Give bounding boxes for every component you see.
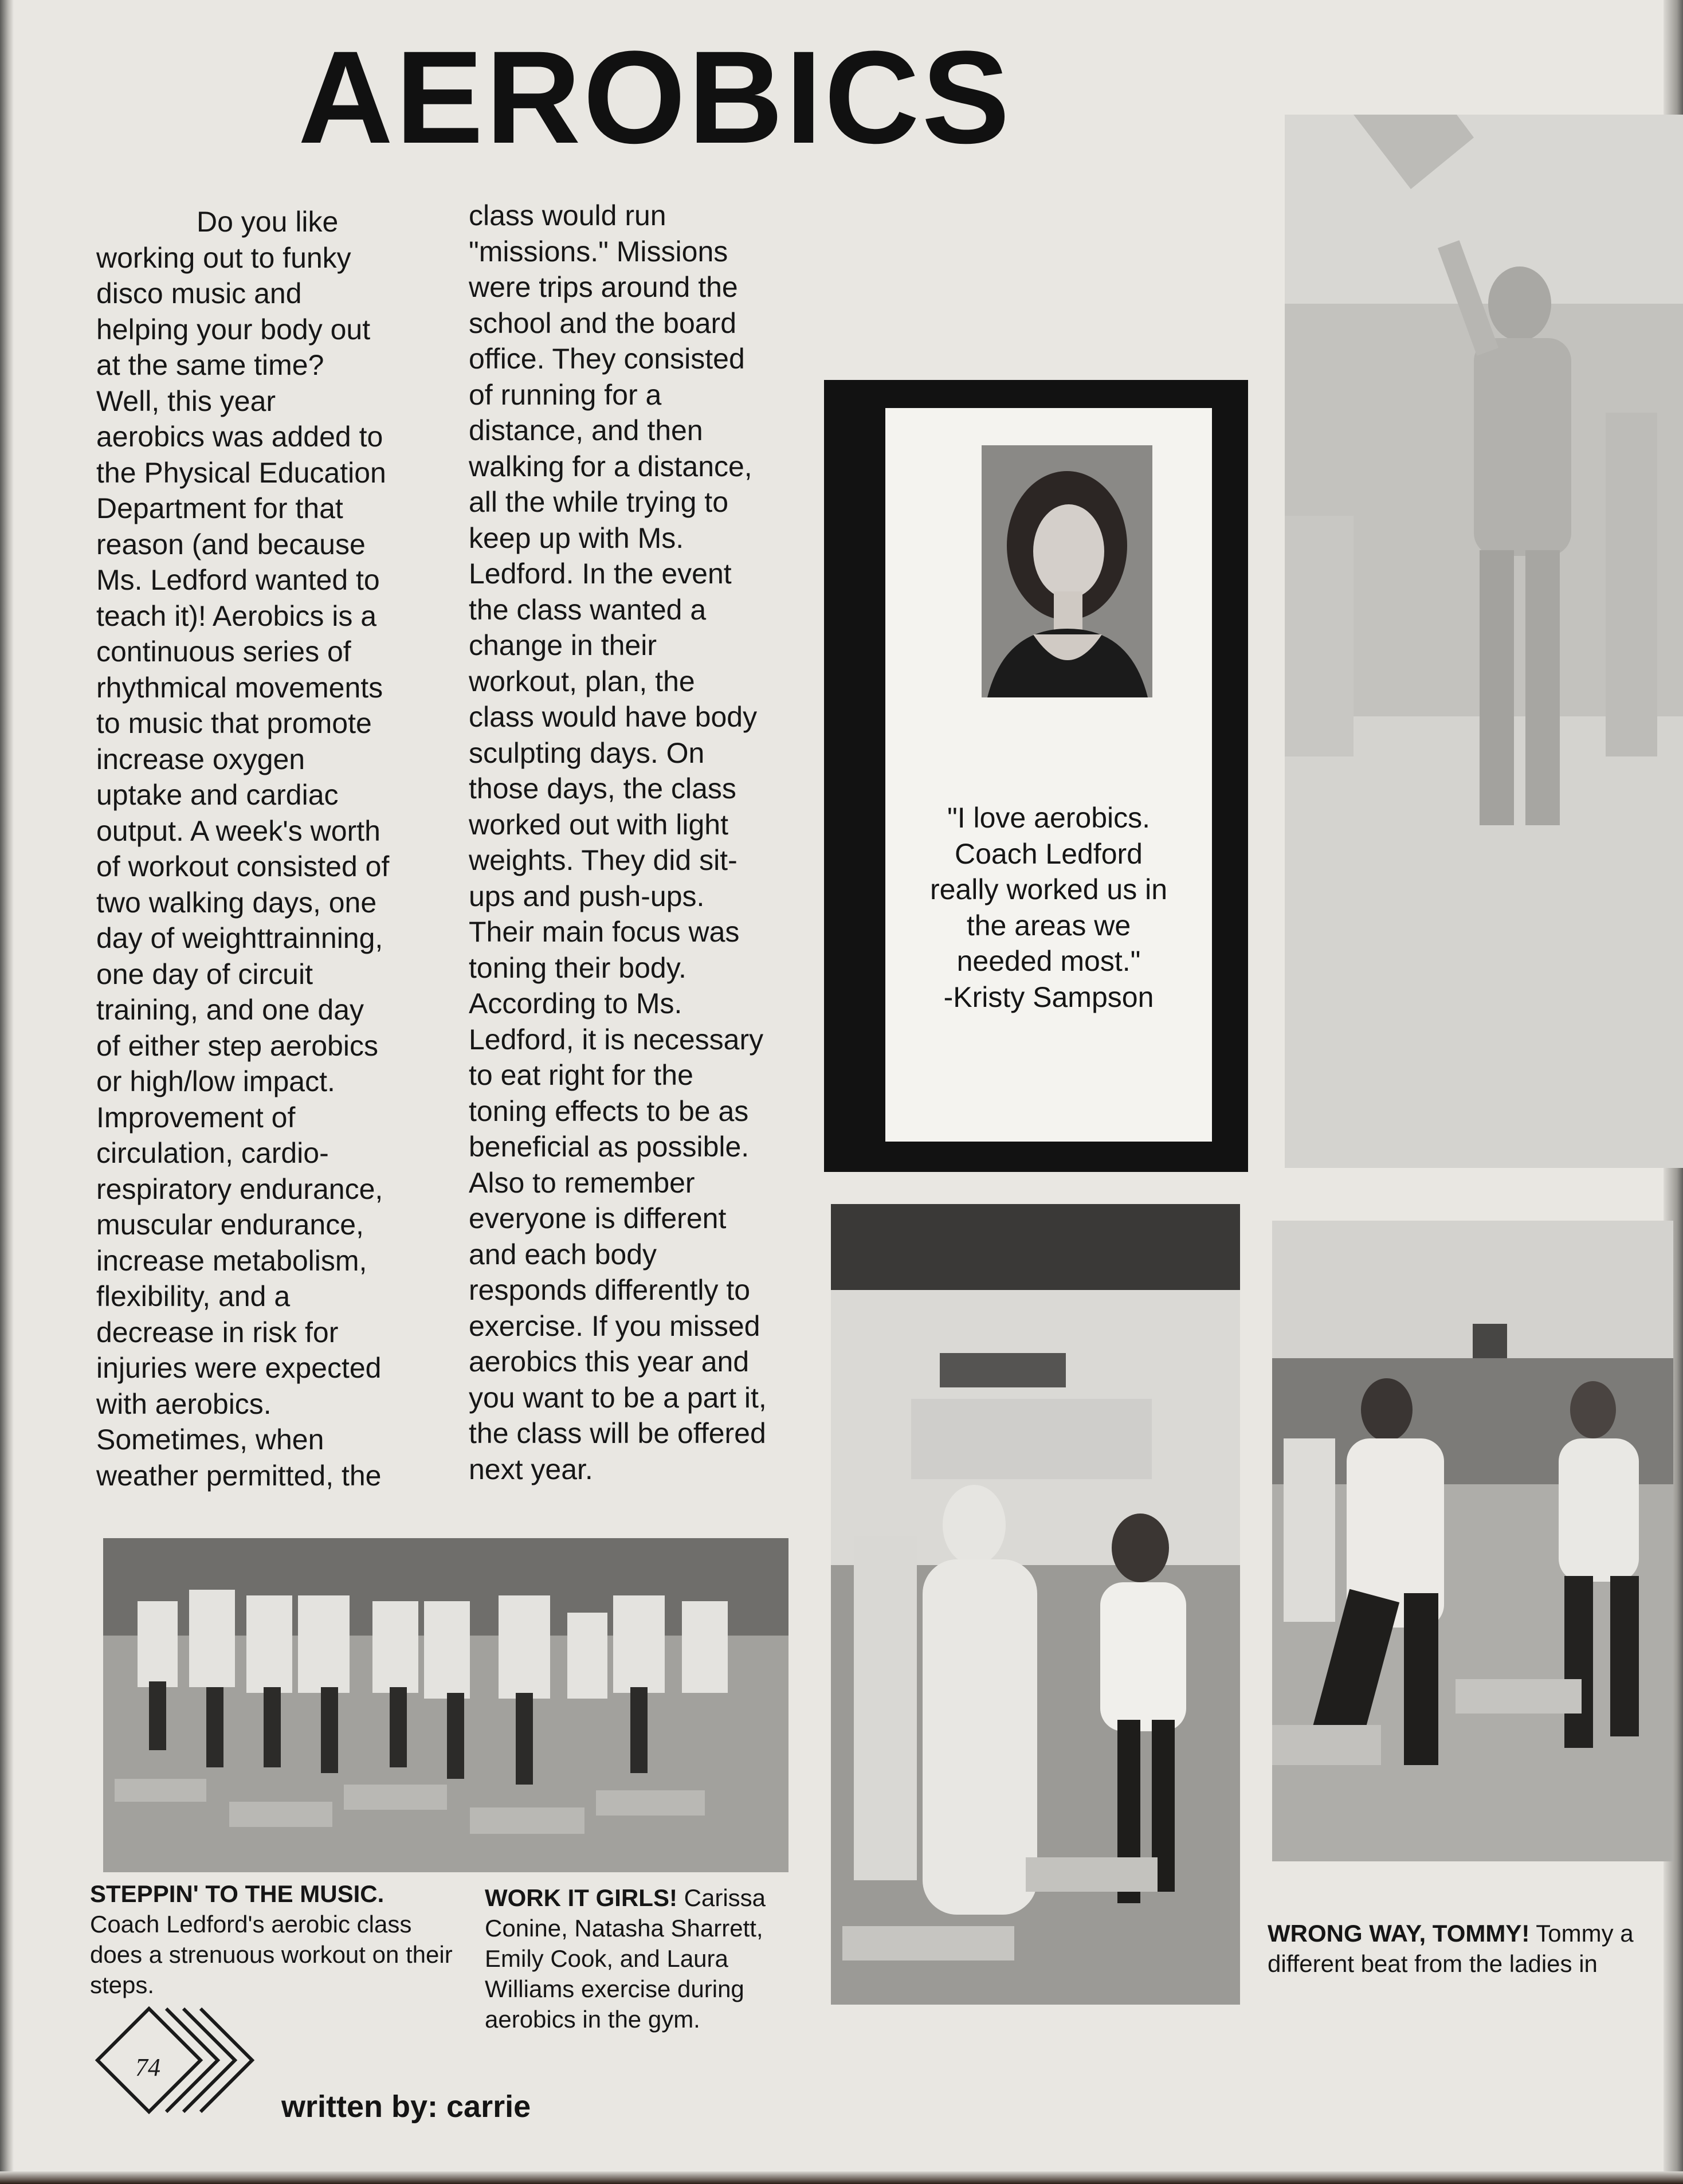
caption-work-it-lead: WORK IT GIRLS! — [485, 1884, 677, 1911]
photo-instructor-faded — [1285, 115, 1683, 1168]
caption-wrong-way — [1268, 1918, 1680, 1979]
article-column-2: class would run "missions." Missions were trips around the school and the board office. They consisted of running for a distance, and then walking for a distance, all the while trying to keep up with Ms. Ledford. In the event the class wanted a change in their workout, plan, the class would have body sculpting days. On those days, the class worked out with light weights. They did sit- ups and push-ups. Their main focus was toning their body. According to Ms. Ledford, it is necessary to eat right for the toning effects to be as beneficial as possible. Also to remember everyone is different and each body responds differently to exercise. If you missed aerobics this year and you want to be a part it, the class will be offered next year. — [469, 199, 767, 1485]
page-bottom-edge — [0, 2171, 1683, 2184]
photo-work-it-girls — [831, 1204, 1240, 2005]
page-number: 74 — [135, 2053, 160, 2081]
byline: written by: carrie — [281, 2089, 531, 2124]
photo-stepping-class — [103, 1538, 788, 1872]
caption-wrong-way-lead: WRONG WAY, TOMMY! — [1268, 1920, 1530, 1947]
page-binding-edge — [0, 0, 14, 2184]
page-title: AEROBICS — [298, 23, 1013, 171]
caption-work-it — [485, 1883, 806, 2034]
caption-stepping-lead: STEPPIN' TO THE MUSIC. — [90, 1880, 385, 1907]
caption-stepping-body: Coach Ledford's aerobic class does a strenuous workout on their steps. — [90, 1911, 453, 1998]
portrait-photo — [982, 445, 1152, 697]
caption-wrong-way-body: Tommy a different beat from the ladies in — [1268, 1920, 1634, 1977]
caption-stepping — [90, 1879, 457, 2000]
article-column-1: Do you like working out to funky disco music and helping your body out at the same time? Well, this year aerobics was added to the Physical Education Department for that reason (and because Ms. Ledford wanted to teach it)! Aerobics is a continuous series of rhythmical movements to music that promote increase oxygen uptake and cardiac output. A week's worth of workout consisted of two walking days, one day of weighttrainning, one day of circuit training, and one day of either step aerobics or high/low impact. Improvement of circulation, cardio- respiratory endurance, muscular endurance, increase metabolism, flexibility, and a decrease in risk for injuries were expected with aerobics. Sometimes, when weather permitted, the — [96, 206, 390, 1492]
caption-work-it-body: Carissa Conine, Natasha Sharrett, Emily Cook, and Laura Williams exercise during aerobics in the gym. — [485, 1884, 766, 2033]
photo-wrong-way-tommy — [1272, 1221, 1673, 1861]
quote-text: "I love aerobics. Coach Ledford really worked us in the areas we needed most." -Kristy Sampson — [929, 802, 1168, 1013]
